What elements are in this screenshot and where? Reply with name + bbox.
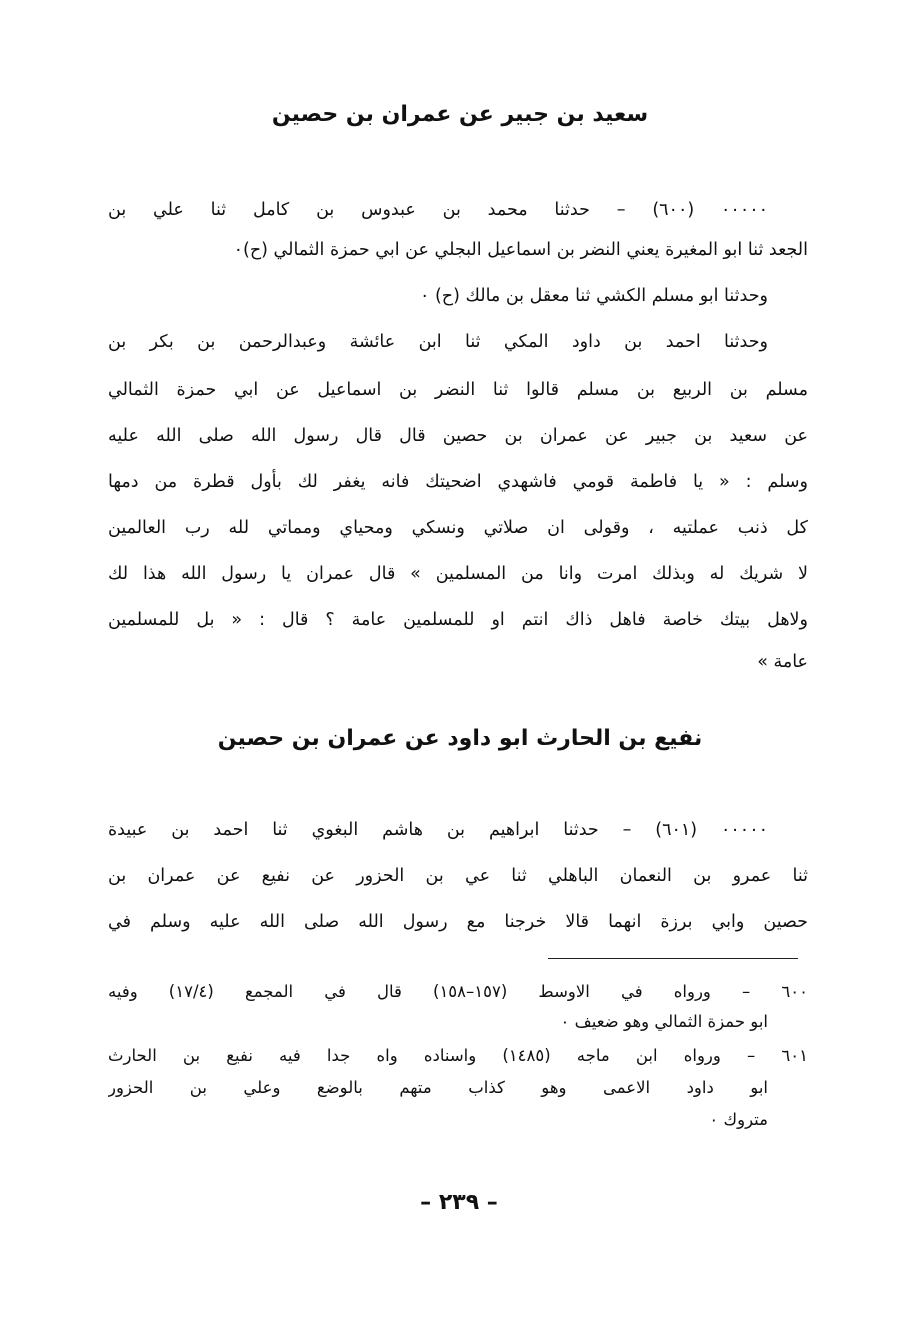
hadith-600-line-9: لا شريك له وبذلك امرت وانا من المسلمين » قال عمران يا رسول الله هذا لك — [108, 564, 808, 584]
hadith-600-line-11: عامة » — [757, 652, 808, 672]
footnote-601-line-3: متروك ٠ — [709, 1110, 768, 1129]
hadith-600-line-2: الجعد ثنا ابو المغيرة يعني النضر بن اسماعيل البجلي عن ابي حمزة الثمالي (ح)٠ — [233, 240, 808, 260]
footnote-600-line-1: ٦٠٠ – ورواه في الاوسط (١٥٧–١٥٨) قال في المجمع (١٧/٤) وفيه — [108, 982, 808, 1001]
footnote-601-line-1: ٦٠١ – ورواه ابن ماجه (١٤٨٥) واسناده واه جدا فيه نفيع بن الحارث — [108, 1046, 808, 1065]
footnote-separator — [548, 958, 798, 959]
hadith-601-line-3: حصين وابي برزة انهما قالا خرجنا مع رسول الله صلى الله عليه وسلم في — [108, 912, 808, 932]
footnote-600-line-2: ابو حمزة الثمالي وهو ضعيف ٠ — [560, 1012, 768, 1031]
page-number: – ٢٣٩ – — [420, 1190, 498, 1215]
hadith-601-line-2: ثنا عمرو بن النعمان الباهلي ثنا عي بن الحزور عن نفيع عن عمران بن — [108, 866, 808, 886]
hadith-600-line-1: ٠٠٠٠٠ (٦٠٠) – حدثنا محمد بن عبدوس بن كامل ثنا علي بن — [108, 200, 768, 220]
hadith-600-line-10: ولاهل بيتك خاصة فاهل ذاك انتم او للمسلمين عامة ؟ قال : « بل للمسلمين — [108, 610, 808, 630]
hadith-600-line-3: وحدثنا ابو مسلم الكشي ثنا معقل بن مالك (ح) ٠ — [420, 286, 768, 306]
hadith-600-line-8: كل ذنب عملتيه ، وقولى ان صلاتي ونسكي ومحياي ومماتي لله رب العالمين — [108, 518, 808, 538]
hadith-601-line-1: ٠٠٠٠٠ (٦٠١) – حدثنا ابراهيم بن هاشم البغوي ثنا احمد بن عبيدة — [108, 820, 768, 840]
section-heading-saeed: سعيد بن جبير عن عمران بن حصين — [271, 102, 649, 127]
hadith-600-line-4: وحدثنا احمد بن داود المكي ثنا ابن عائشة وعبدالرحمن بن بكر بن — [108, 332, 768, 352]
section-heading-nufay: نفيع بن الحارث ابو داود عن عمران بن حصين — [217, 726, 703, 751]
hadith-600-line-6: عن سعيد بن جبير عن عمران بن حصين قال قال رسول الله صلى الله عليه — [108, 426, 808, 446]
hadith-600-line-5: مسلم بن الربيع بن مسلم قالوا ثنا النضر بن اسماعيل عن ابي حمزة الثمالي — [108, 380, 808, 400]
footnote-601-line-2: ابو داود الاعمى وهو كذاب متهم بالوضع وعلي بن الحزور — [108, 1078, 768, 1097]
hadith-600-line-7: وسلم : « يا فاطمة قومي فاشهدي اضحيتك فانه يغفر لك بأول قطرة من دمها — [108, 472, 808, 492]
